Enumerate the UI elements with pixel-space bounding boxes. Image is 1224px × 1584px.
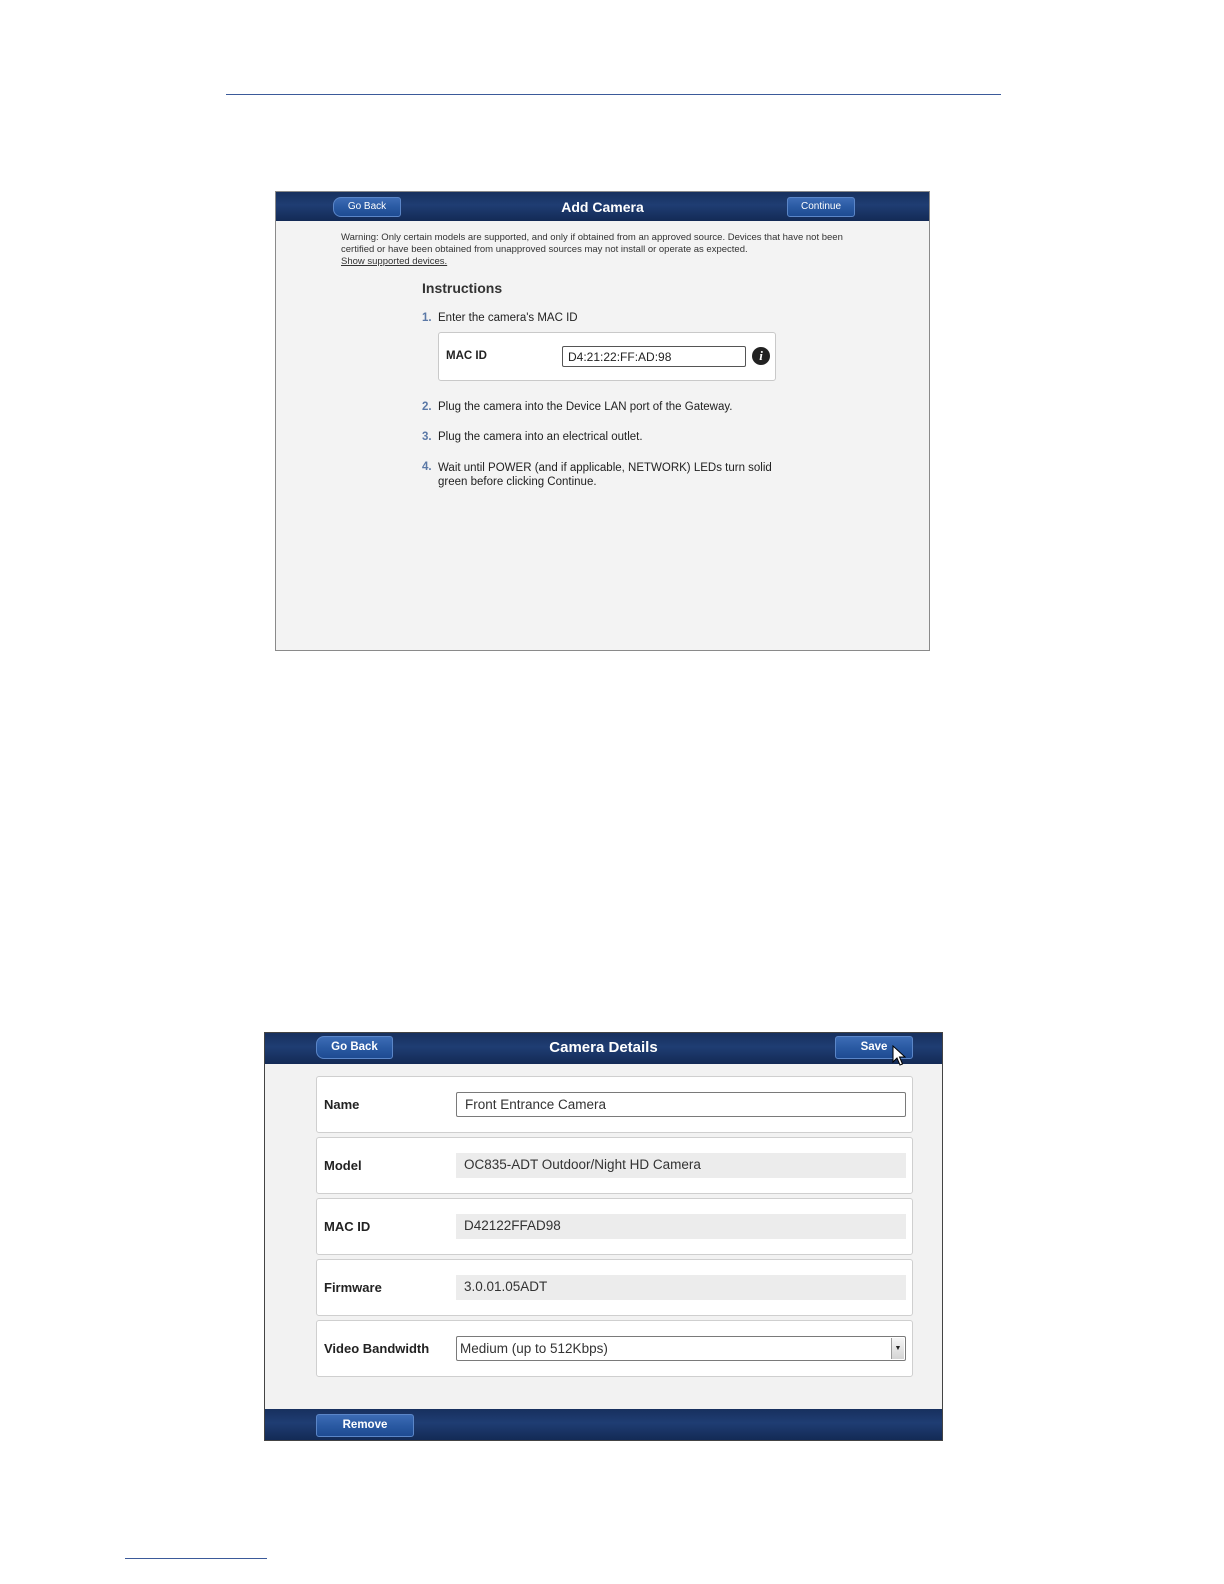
mouse-pointer-icon — [892, 1045, 906, 1067]
model-label: Model — [324, 1158, 362, 1173]
video-bandwidth-row — [316, 1320, 913, 1377]
name-label: Name — [324, 1097, 360, 1112]
video-bandwidth-label: Video Bandwidth — [324, 1341, 430, 1356]
instruction-step — [422, 401, 732, 413]
add-camera-header — [276, 192, 929, 221]
camera-details-footer — [265, 1409, 942, 1440]
name-input[interactable] — [456, 1092, 906, 1117]
add-camera-screen — [275, 191, 930, 651]
mac-id-value: D42122FFAD98 — [456, 1214, 906, 1239]
firmware-label: Firmware — [324, 1280, 382, 1295]
camera-details-header — [265, 1033, 942, 1064]
step-text: Enter the camera's MAC ID — [438, 312, 578, 324]
info-icon[interactable]: i — [752, 347, 770, 365]
instructions-heading: Instructions — [422, 280, 503, 296]
mac-id-row — [316, 1198, 913, 1255]
continue-button[interactable]: Continue — [787, 197, 855, 217]
model-value: OC835-ADT Outdoor/Night HD Camera — [456, 1153, 906, 1178]
name-row — [316, 1076, 913, 1133]
page-title: Camera Details — [549, 1039, 658, 1056]
firmware-row — [316, 1259, 913, 1316]
instruction-step — [422, 312, 578, 324]
page-bottom-rule — [125, 1558, 267, 1559]
page-top-rule — [226, 94, 1001, 95]
camera-details-screen — [264, 1032, 943, 1441]
step-number: 2. — [422, 401, 432, 413]
warning-text: Warning: Only certain models are supported, and only if obtained from an approved source. Devices that have not been certified or have been obtained from unapproved sources may not install or operate as expected. — [341, 232, 843, 255]
step-number: 3. — [422, 431, 432, 443]
firmware-value: 3.0.01.05ADT — [456, 1275, 906, 1300]
remove-button[interactable]: Remove — [316, 1414, 414, 1437]
step-text: Wait until POWER (and if applicable, NETWORK) LEDs turn solid green before clicking Continue. — [438, 462, 772, 488]
go-back-button[interactable]: Go Back — [316, 1036, 393, 1059]
step-number: 4. — [422, 461, 432, 473]
mac-id-label: MAC ID — [446, 350, 487, 362]
step-number: 1. — [422, 312, 432, 324]
instruction-step — [422, 461, 778, 489]
video-bandwidth-select[interactable] — [456, 1336, 906, 1361]
go-back-button[interactable]: Go Back — [333, 197, 401, 217]
show-supported-devices-link[interactable]: Show supported devices. — [341, 256, 448, 267]
mac-id-input[interactable] — [562, 346, 746, 367]
page-title: Add Camera — [561, 199, 644, 215]
save-button[interactable]: Save — [835, 1036, 913, 1059]
instruction-step — [422, 431, 643, 443]
model-row — [316, 1137, 913, 1194]
video-bandwidth-selected: Medium (up to 512Kbps) — [460, 1341, 608, 1356]
warning-message — [341, 232, 861, 268]
mac-id-label: MAC ID — [324, 1219, 371, 1234]
step-text: Plug the camera into an electrical outlet. — [438, 431, 643, 443]
chevron-down-icon[interactable]: ▼ — [891, 1338, 904, 1359]
mac-id-panel — [438, 332, 776, 381]
step-text: Plug the camera into the Device LAN port of the Gateway. — [438, 401, 733, 413]
